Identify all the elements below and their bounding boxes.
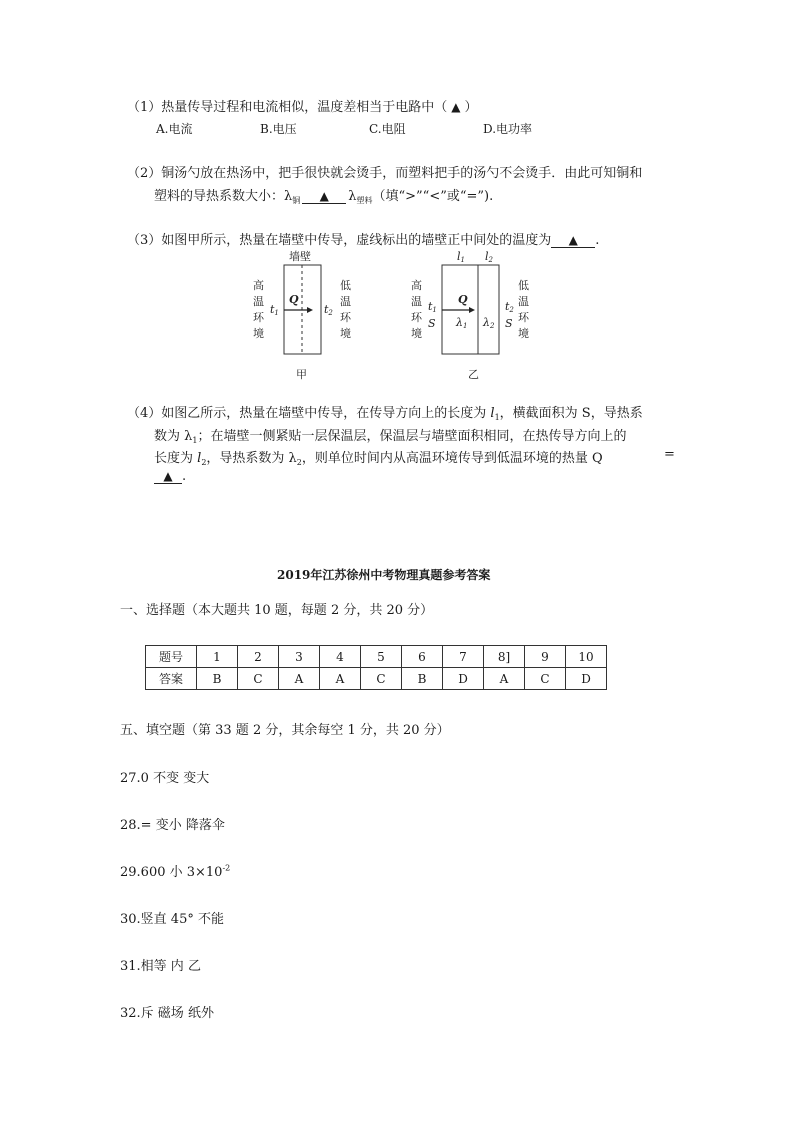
fig-a-right-env-2: 环: [340, 311, 351, 324]
q2-line1: （2）铜汤勺放在热汤中，把手很快就会烫手，而塑料把手的汤勺不会烫手．由此可知铜和: [127, 166, 643, 181]
q1-close: ）: [464, 100, 478, 115]
table-cell: D: [443, 668, 484, 690]
q4-text-3b: ，导热系数为 λ: [206, 451, 297, 466]
answers-title: 2019年江苏徐州中考物理真题参考答案: [277, 568, 491, 582]
fig-b-lambda2: λ2: [483, 316, 495, 330]
fig-a-t2: t2: [324, 303, 333, 317]
q1-option-c: C.电阻: [369, 122, 406, 136]
fig-b-left-env-3: 境: [411, 327, 422, 340]
fig-a-right-env-3: 境: [340, 327, 351, 340]
q2-sub-copper: 铜: [292, 196, 301, 205]
table-cell: 5: [361, 646, 402, 668]
arrow-right-icon: [307, 307, 313, 313]
fig-a-left-env-1: 温: [253, 295, 264, 308]
q4-l2: l: [197, 451, 202, 466]
q4-equals: =: [664, 447, 675, 462]
table-cell: A: [484, 668, 525, 690]
table-cell: B: [402, 668, 443, 690]
figure-b: [411, 250, 530, 381]
answer-32: 32.斥 磁场 纸外: [120, 1006, 214, 1021]
q4-text-3c: ，则单位时间内从高温环境传导到低温环境的热量 Q: [301, 451, 603, 466]
fig-b-right-env-3: 境: [518, 327, 529, 340]
q4-line2: [154, 425, 626, 444]
fig-b-t1: t1: [428, 300, 437, 314]
table-cell: 6: [402, 646, 443, 668]
q4-l2-sub: 2: [201, 458, 207, 467]
q2-text-b: λ: [348, 189, 357, 204]
table-cell: B: [197, 668, 238, 690]
table-cell: 1: [197, 646, 238, 668]
fig-b-q: Q: [458, 293, 468, 306]
fig-b-left-env-2: 环: [411, 311, 422, 324]
q2-sub-plastic: 塑料: [356, 196, 373, 205]
table-cell: 9: [525, 646, 566, 668]
table-cell: 4: [320, 646, 361, 668]
answer-31: 31.相等 内 乙: [120, 959, 201, 974]
table-cell: 7: [443, 646, 484, 668]
fig-b-lambda1: λ1: [456, 316, 468, 330]
answer-29-exponent: -2: [222, 863, 231, 873]
table-cell: 2: [238, 646, 279, 668]
table-header-cell: 题号: [146, 646, 197, 668]
fig-a-left-env-3: 境: [253, 327, 264, 340]
table-cell: 8]: [484, 646, 525, 668]
q1-stem: （1）热量传导过程和电流相似，温度差相当于电路中（: [127, 100, 448, 115]
q1-option-b: B.电压: [260, 122, 297, 136]
table-cell: A: [279, 668, 320, 690]
arrow-right-icon: [469, 307, 475, 313]
fig-b-t2: t2: [505, 300, 514, 314]
q4-text-3a: 长度为: [154, 451, 198, 466]
fig-b-left-env-1: 温: [411, 295, 422, 308]
q1-option-d: D.电功率: [483, 122, 533, 136]
table-row: [146, 668, 607, 690]
fig-b-l1: l1: [457, 250, 465, 264]
fig-a-caption: 甲: [296, 368, 307, 381]
fig-b-s-left: S: [428, 317, 436, 330]
q3-text: （3）如图甲所示，热量在墙壁中传导，虚线标出的墙壁正中间处的温度为: [127, 233, 552, 248]
fig-a-left-env-0: 高: [253, 279, 264, 292]
table-cell: A: [320, 668, 361, 690]
q4-answer: [154, 469, 186, 484]
answer-29-text: 29.600 小 3×10: [120, 865, 223, 880]
table-cell: 3: [279, 646, 320, 668]
answer-mark-icon: ▲: [302, 189, 346, 204]
answer-29: [120, 861, 230, 880]
q4-line1: [127, 402, 643, 421]
fig-a-right-env-1: 温: [340, 295, 351, 308]
table-cell: C: [525, 668, 566, 690]
fig-a-wall-label: 墙壁: [289, 250, 311, 263]
q4-line3: [154, 447, 603, 466]
answer-28: 28.= 变小 降落伞: [120, 818, 225, 833]
q4-text-1a: （4）如图乙所示，热量在墙壁中传导，在传导方向上的长度为: [127, 406, 491, 421]
q4-lambda1-sub: 1: [192, 436, 198, 445]
fig-b-right-env-2: 环: [518, 311, 529, 324]
fig-b-s-right: S: [505, 317, 513, 330]
answer-mark-icon: ▲: [154, 469, 182, 484]
q3-end: .: [595, 233, 600, 248]
fig-a-left-env-2: 环: [253, 311, 264, 324]
q2-text-a: 塑料的导热系数大小：λ: [154, 189, 293, 204]
q4-text-2b: ；在墙壁一侧紧贴一层保温层，保温层与墙壁面积相同，在热传导方向上的: [197, 429, 627, 444]
q4-end: .: [182, 469, 187, 484]
answer-30: 30.竖直 45° 不能: [120, 912, 224, 927]
figure-a: [253, 249, 352, 381]
table-header-cell: 答案: [146, 668, 197, 690]
fig-a-t1: t1: [270, 303, 279, 317]
answer-mark-icon: ▲: [451, 100, 461, 114]
answer-mark-icon: ▲: [551, 233, 595, 248]
fig-a-right-env-0: 低: [340, 279, 351, 292]
q4-lambda2-sub: 2: [296, 458, 302, 467]
q2-text-c: （填“>”“<”或“=”).: [372, 189, 494, 204]
answer-27: 27.0 不变 变大: [120, 771, 210, 786]
fig-b-right-env-0: 低: [518, 279, 529, 292]
q4-text-2a: 数为 λ: [154, 429, 193, 444]
q1-option-a: A.电流: [156, 122, 193, 136]
section-1-heading: 一、选择题（本大题共 10 题，每题 2 分，共 20 分）: [120, 603, 434, 618]
q4-text-1b: ，横截面积为 S，导热系: [499, 406, 643, 421]
table-cell: 10: [566, 646, 607, 668]
table-cell: D: [566, 668, 607, 690]
fig-b-caption: 乙: [468, 368, 479, 381]
fig-b-left-env-0: 高: [411, 279, 422, 292]
answer-table: [145, 645, 607, 690]
q4-l1: l: [490, 406, 495, 421]
q4-l1-sub: 1: [494, 413, 500, 422]
fig-b-l2: l2: [485, 250, 493, 264]
table-row: [146, 646, 607, 668]
fig-b-right-env-1: 温: [518, 295, 529, 308]
heat-conduction-figure: [0, 0, 794, 400]
section-2-heading: 五、填空题（第 33 题 2 分，其余每空 1 分，共 20 分）: [120, 723, 450, 738]
fig-a-q: Q: [289, 293, 299, 306]
table-cell: C: [361, 668, 402, 690]
table-cell: C: [238, 668, 279, 690]
